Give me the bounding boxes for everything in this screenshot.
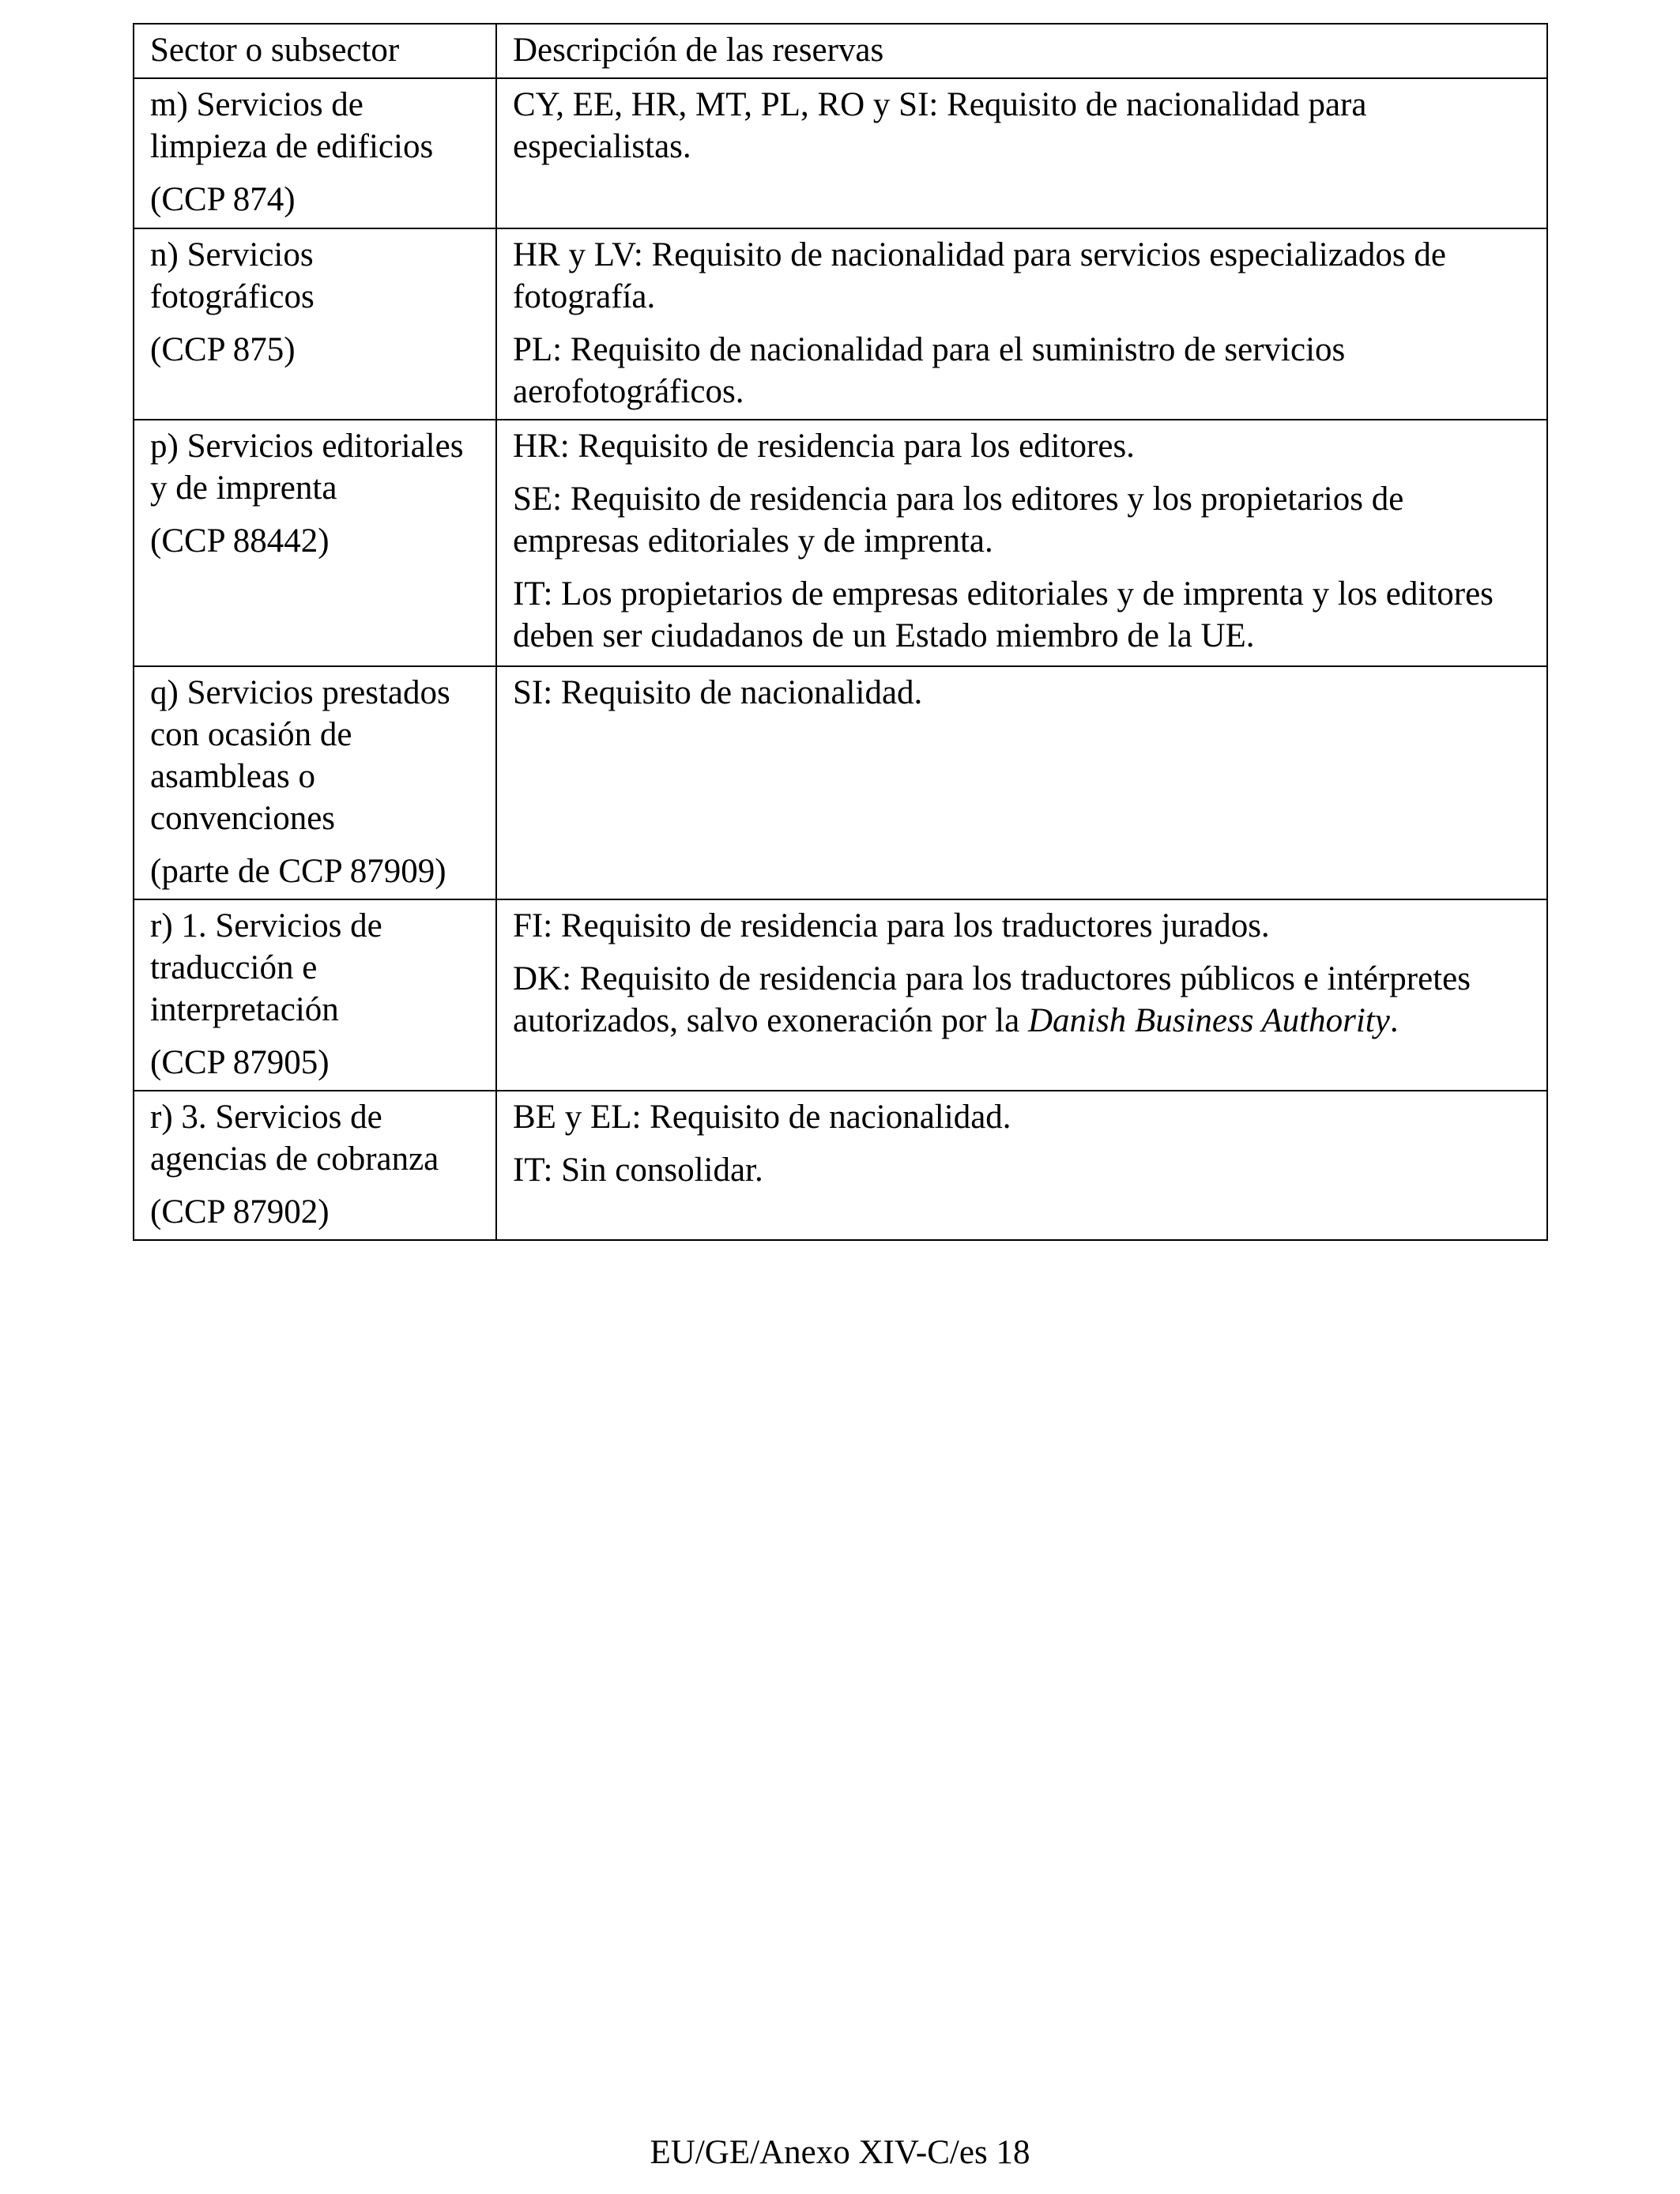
description-paragraph: SI: Requisito de nacionalidad. [513,674,923,711]
table-header-row [134,24,1547,78]
sector-name: q) Servicios prestados con ocasión de asambleas o convenciones [150,674,450,837]
authority-name: Danish Business Authority [1027,1002,1390,1039]
sector-code: (CCP 88442) [150,522,330,560]
description-cell [496,78,1547,228]
sector-code: (CCP 874) [150,181,296,218]
sector-cell [134,78,496,228]
sector-cell [134,666,496,899]
sector-cell [134,1091,496,1240]
sector-name: p) Servicios editoriales y de imprenta [150,428,464,507]
description-text: DK: Requisito de residencia para los traductores públicos e intérpretes autorizados, salvo exoneración por la [513,960,1471,1039]
table-row [134,1091,1547,1240]
description-paragraph: SE: Requisito de residencia para los editores y los propietarios de empresas editoriales y de imprenta. [513,481,1404,560]
description-paragraph: BE y EL: Requisito de nacionalidad. [513,1099,1011,1136]
sector-code: (CCP 87905) [150,1044,330,1081]
description-cell [496,1091,1547,1240]
table-row [134,228,1547,420]
table-row [134,666,1547,899]
description-cell [496,228,1547,420]
description-end: . [1389,1002,1399,1039]
description-cell [496,899,1547,1091]
header-description [496,24,1547,78]
header-sector-label: Sector o subsector [150,32,400,69]
description-paragraph [513,958,1532,1042]
reservations-table [133,23,1548,1241]
description-paragraph: CY, EE, HR, MT, PL, RO y SI: Requisito de nacionalidad para especialistas. [513,86,1367,165]
sector-cell [134,899,496,1091]
description-paragraph: FI: Requisito de residencia para los traductores jurados. [513,907,1270,944]
sector-name: n) Servicios fotográficos [150,236,315,315]
header-description-label: Descripción de las reservas [513,32,884,69]
sector-code: (CCP 875) [150,331,296,368]
sector-name: r) 3. Servicios de agencias de cobranza [150,1099,439,1178]
table-row [134,78,1547,228]
table-row [134,420,1547,666]
page-footer: EU/GE/Anexo XIV-C/es 18 [650,2134,1030,2171]
sector-code: (parte de CCP 87909) [150,853,446,890]
description-paragraph: IT: Los propietarios de empresas editoriales y de imprenta y los editores deben ser ciudadanos de un Estado miembro de la UE. [513,575,1494,654]
sector-name: r) 1. Servicios de traducción e interpretación [150,907,382,1028]
table-row [134,899,1547,1091]
description-cell [496,666,1547,899]
description-paragraph: IT: Sin consolidar. [513,1152,763,1189]
sector-cell [134,420,496,666]
description-paragraph: PL: Requisito de nacionalidad para el suministro de servicios aerofotográficos. [513,331,1346,410]
description-paragraph: HR: Requisito de residencia para los editores. [513,428,1135,465]
sector-name: m) Servicios de limpieza de edificios [150,86,434,165]
description-paragraph: HR y LV: Requisito de nacionalidad para servicios especializados de fotografía. [513,236,1446,315]
description-cell [496,420,1547,666]
sector-cell [134,228,496,420]
sector-code: (CCP 87902) [150,1193,330,1231]
header-sector [134,24,496,78]
